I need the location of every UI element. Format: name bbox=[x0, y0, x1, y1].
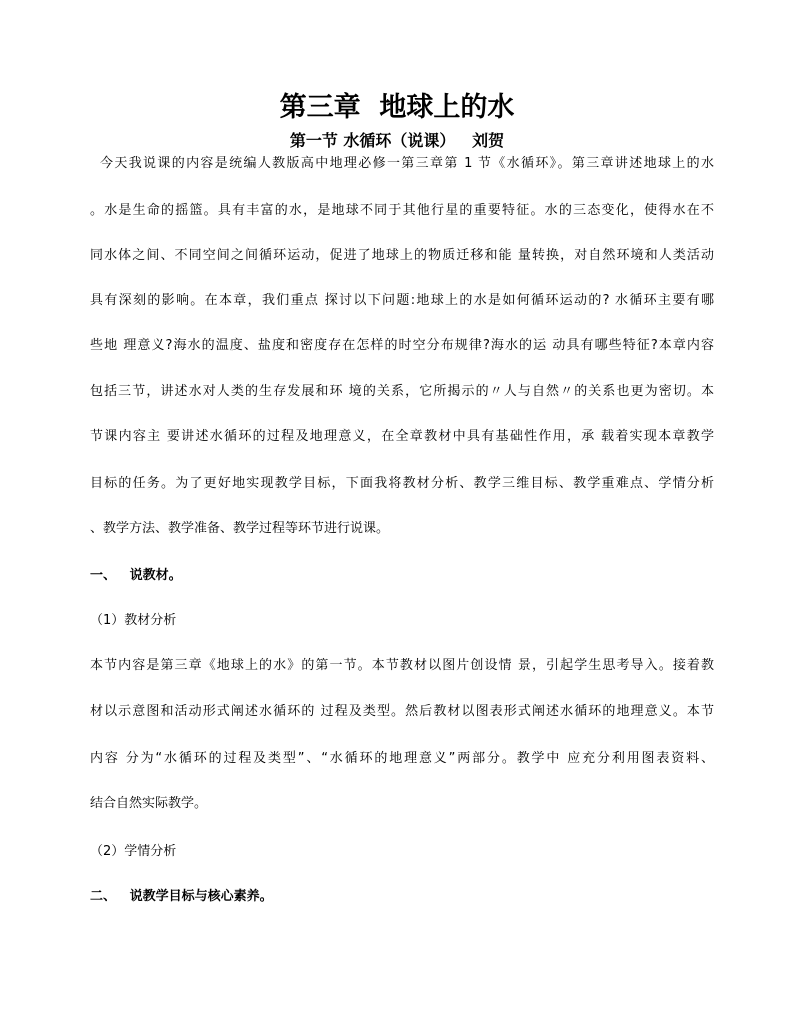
section-heading-1: 一、 说教材。 bbox=[90, 568, 182, 583]
intro-line-8: 目标的任务。为了更好地实现教学目标，下面我将教材分析、教学三维目标、教学重难点、学情分析 bbox=[90, 476, 714, 491]
intro-line-3: 同水体之间、不同空间之间循环运动，促进了地球上的物质迁移和能 量转换，对自然环境和人类活动 bbox=[90, 248, 714, 263]
section-heading-2: 二、 说教学目标与核心素养。 bbox=[90, 889, 273, 904]
intro-line-7: 节课内容主 要讲述水循环的过程及地理意义，在全章教材中具有基础性作用，承 载着实现本章教学 bbox=[90, 429, 714, 444]
analysis-line-2: 材以示意图和活动形式阐述水循环的 过程及类型。然后教材以图表形式阐述水循环的地理意义。本节 bbox=[90, 704, 714, 719]
subsection-heading-learners: （2）学情分析 bbox=[90, 844, 177, 859]
intro-line-6: 包括三节，讲述水对人类的生存发展和环 境的关系，它所揭示的〃人与自然〃的关系也更为密切。本 bbox=[90, 384, 714, 399]
intro-line-2: 。水是生命的摇篮。具有丰富的水，是地球不同于其他行星的重要特征。水的三态变化，使得水在不 bbox=[90, 203, 714, 218]
intro-line-5: 些地 理意义?海水的温度、盐度和密度存在怎样的时空分布规律?海水的运 动具有哪些特征?本章内容 bbox=[90, 338, 714, 353]
analysis-line-4: 结合自然实际教学。 bbox=[90, 796, 208, 811]
chapter-title: 第三章 地球上的水 bbox=[279, 92, 515, 123]
analysis-line-1: 本节内容是第三章《地球上的水》的第一节。本节教材以图片创设情 景，引起学生思考导入。接着教 bbox=[90, 658, 714, 673]
analysis-line-3: 内容 分为“水循环的过程及类型”、“水循环的地理意义”两部分。教学中 应充分利用图表资料、 bbox=[90, 751, 714, 766]
intro-line-1: 今天我说课的内容是统编人教版高中地理必修一第三章第 1 节《水循环》。第三章讲述地球上的水 bbox=[100, 156, 714, 171]
intro-line-4: 具有深刻的影响。在本章，我们重点 探讨以下问题:地球上的水是如何循环运动的? 水循环主要有哪 bbox=[90, 293, 714, 308]
intro-line-9: 、教学方法、教学准备、教学过程等环节进行说课。 bbox=[90, 521, 390, 536]
subsection-heading-analysis: （1）教材分析 bbox=[90, 613, 177, 628]
section-subtitle: 第一节 水循环（说课） 刘贺 bbox=[289, 131, 505, 150]
